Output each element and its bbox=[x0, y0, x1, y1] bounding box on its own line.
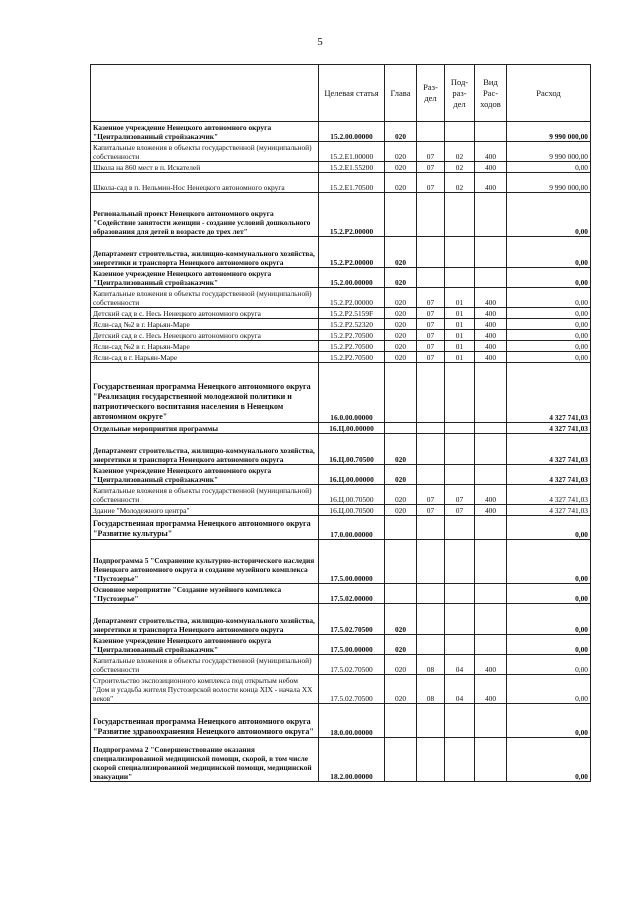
row-section bbox=[417, 584, 445, 604]
row-chapter bbox=[385, 516, 417, 540]
row-target-article: 16.Ц.00.00000 bbox=[319, 423, 385, 434]
row-expense-type: 400 bbox=[475, 505, 507, 516]
row-expense-type bbox=[475, 738, 507, 782]
row-target-article: 15.2.P2.5159F bbox=[319, 308, 385, 319]
row-name: Государственная программа Ненецкого автономного округа "Развитие культуры" bbox=[91, 516, 319, 540]
table-row bbox=[91, 268, 591, 288]
row-subsection bbox=[445, 268, 475, 288]
row-section bbox=[417, 193, 445, 237]
table-row bbox=[91, 738, 591, 782]
row-expense-type bbox=[475, 237, 507, 268]
row-chapter bbox=[385, 738, 417, 782]
row-amount: 9 990 000,00 bbox=[507, 142, 591, 162]
row-chapter bbox=[385, 704, 417, 738]
row-subsection bbox=[445, 193, 475, 237]
row-name: Региональный проект Ненецкого автономного округа "Содействие занятости женщин - создание условий дошкольного образования для детей в возрасте до трех лет" bbox=[91, 193, 319, 237]
row-expense-type: 400 bbox=[475, 173, 507, 193]
row-name: Государственная программа Ненецкого автономного округа "Развитие здравоохранения Ненецкого автономного округа" bbox=[91, 704, 319, 738]
row-amount: 9 990 000,00 bbox=[507, 122, 591, 142]
table-row bbox=[91, 237, 591, 268]
table-row bbox=[91, 352, 591, 363]
row-target-article: 16.Ц.00.70500 bbox=[319, 485, 385, 505]
table-row bbox=[91, 485, 591, 505]
row-section: 07 bbox=[417, 142, 445, 162]
row-section bbox=[417, 604, 445, 635]
row-chapter: 020 bbox=[385, 173, 417, 193]
row-chapter bbox=[385, 584, 417, 604]
row-expense-type bbox=[475, 434, 507, 465]
row-name: Подпрограмма 2 "Совершенствование оказания специализированной медицинской помощи, скорой, в том числе скорой специализированной медицинской помощи, медицинской эвакуации" bbox=[91, 738, 319, 782]
row-section bbox=[417, 268, 445, 288]
row-expense-type: 400 bbox=[475, 319, 507, 330]
row-subsection: 01 bbox=[445, 330, 475, 341]
row-target-article: 15.2.E1.70500 bbox=[319, 173, 385, 193]
row-chapter: 020 bbox=[385, 604, 417, 635]
row-name: Департамент строительства, жилищно-коммунального хозяйства, энергетики и транспорта Ненецкого автономного округа bbox=[91, 604, 319, 635]
row-amount: 0,00 bbox=[507, 675, 591, 704]
row-subsection: 01 bbox=[445, 308, 475, 319]
row-amount: 0,00 bbox=[507, 341, 591, 352]
row-expense-type bbox=[475, 122, 507, 142]
row-name: Казенное учреждение Ненецкого автономного округа "Централизованный стройзаказчик" bbox=[91, 465, 319, 485]
row-chapter: 020 bbox=[385, 675, 417, 704]
row-target-article: 15.2.P2.00000 bbox=[319, 193, 385, 237]
row-name: Школа на 860 мест в п. Искателей bbox=[91, 162, 319, 173]
table-row bbox=[91, 288, 591, 308]
table-row bbox=[91, 604, 591, 635]
table-row bbox=[91, 142, 591, 162]
table-row bbox=[91, 675, 591, 704]
row-expense-type: 400 bbox=[475, 675, 507, 704]
row-target-article: 18.2.00.00000 bbox=[319, 738, 385, 782]
row-name: Департамент строительства, жилищно-коммунального хозяйства, энергетики и транспорта Ненецкого автономного округа bbox=[91, 237, 319, 268]
header-expense-type: Вид Рас- ходов bbox=[475, 65, 507, 122]
row-chapter: 020 bbox=[385, 655, 417, 675]
row-section bbox=[417, 635, 445, 655]
row-section: 07 bbox=[417, 505, 445, 516]
row-section: 07 bbox=[417, 341, 445, 352]
row-expense-type bbox=[475, 516, 507, 540]
table-row bbox=[91, 655, 591, 675]
row-expense-type bbox=[475, 635, 507, 655]
row-amount: 0,00 bbox=[507, 655, 591, 675]
row-subsection bbox=[445, 516, 475, 540]
table-row bbox=[91, 308, 591, 319]
row-chapter: 020 bbox=[385, 288, 417, 308]
row-subsection bbox=[445, 604, 475, 635]
row-subsection bbox=[445, 423, 475, 434]
row-name: Детский сад в с. Несь Ненецкого автономного округа bbox=[91, 308, 319, 319]
row-amount: 0,00 bbox=[507, 162, 591, 173]
row-chapter bbox=[385, 193, 417, 237]
row-section bbox=[417, 434, 445, 465]
row-name: Капитальные вложения в объекты государственной (муниципальной) собственности bbox=[91, 142, 319, 162]
row-name: Здание "Молодежного центра" bbox=[91, 505, 319, 516]
row-section bbox=[417, 237, 445, 268]
row-section: 07 bbox=[417, 319, 445, 330]
row-amount: 4 327 741,03 bbox=[507, 423, 591, 434]
row-chapter: 020 bbox=[385, 434, 417, 465]
row-chapter: 020 bbox=[385, 635, 417, 655]
row-chapter bbox=[385, 363, 417, 423]
table-header-row bbox=[91, 65, 591, 122]
table-row bbox=[91, 173, 591, 193]
row-expense-type: 400 bbox=[475, 655, 507, 675]
row-amount: 0,00 bbox=[507, 635, 591, 655]
row-amount: 0,00 bbox=[507, 738, 591, 782]
row-target-article: 16.Ц.00.70500 bbox=[319, 505, 385, 516]
row-subsection bbox=[445, 704, 475, 738]
row-name: Строительство экспозиционного комплекса под открытым небом "Дом и усадьба жителя Пустозерской волости конца XIX - начала XX веков" bbox=[91, 675, 319, 704]
row-amount: 0,00 bbox=[507, 352, 591, 363]
header-name bbox=[91, 65, 319, 122]
row-target-article: 17.5.02.70500 bbox=[319, 655, 385, 675]
table-row bbox=[91, 635, 591, 655]
row-amount: 0,00 bbox=[507, 584, 591, 604]
row-chapter: 020 bbox=[385, 237, 417, 268]
row-amount: 0,00 bbox=[507, 237, 591, 268]
row-subsection: 02 bbox=[445, 142, 475, 162]
row-expense-type: 400 bbox=[475, 142, 507, 162]
row-target-article: 15.2.P2.70500 bbox=[319, 330, 385, 341]
row-amount: 0,00 bbox=[507, 268, 591, 288]
row-expense-type: 400 bbox=[475, 330, 507, 341]
row-amount: 4 327 741,03 bbox=[507, 434, 591, 465]
header-chapter: Глава bbox=[385, 65, 417, 122]
row-chapter: 020 bbox=[385, 341, 417, 352]
row-chapter: 020 bbox=[385, 485, 417, 505]
row-expense-type bbox=[475, 704, 507, 738]
row-target-article: 17.5.00.00000 bbox=[319, 540, 385, 584]
row-subsection bbox=[445, 584, 475, 604]
row-expense-type: 400 bbox=[475, 341, 507, 352]
row-amount: 0,00 bbox=[507, 704, 591, 738]
row-chapter: 020 bbox=[385, 142, 417, 162]
row-amount: 4 327 741,03 bbox=[507, 363, 591, 423]
row-subsection bbox=[445, 738, 475, 782]
row-expense-type bbox=[475, 584, 507, 604]
row-chapter: 020 bbox=[385, 352, 417, 363]
row-amount: 0,00 bbox=[507, 330, 591, 341]
row-section: 07 bbox=[417, 162, 445, 173]
row-subsection: 07 bbox=[445, 505, 475, 516]
row-target-article: 15.2.P2.00000 bbox=[319, 237, 385, 268]
row-amount: 0,00 bbox=[507, 604, 591, 635]
row-name: Ясли-сад №2 в г. Нарьян-Маре bbox=[91, 341, 319, 352]
row-target-article: 18.0.00.00000 bbox=[319, 704, 385, 738]
row-amount: 4 327 741,03 bbox=[507, 505, 591, 516]
row-chapter bbox=[385, 423, 417, 434]
table-row bbox=[91, 423, 591, 434]
row-target-article: 15.2.P2.70500 bbox=[319, 341, 385, 352]
page-number: 5 bbox=[317, 36, 323, 48]
row-section bbox=[417, 540, 445, 584]
row-name: Капитальные вложения в объекты государственной (муниципальной) собственности bbox=[91, 655, 319, 675]
row-target-article: 16.Ц.00.00000 bbox=[319, 465, 385, 485]
row-target-article: 15.2.E1.55200 bbox=[319, 162, 385, 173]
row-target-article: 17.5.02.70500 bbox=[319, 675, 385, 704]
row-target-article: 17.0.00.00000 bbox=[319, 516, 385, 540]
table-row bbox=[91, 162, 591, 173]
row-section: 08 bbox=[417, 675, 445, 704]
row-name: Департамент строительства, жилищно-коммунального хозяйства, энергетики и транспорта Ненецкого автономного округа bbox=[91, 434, 319, 465]
row-name: Основное мероприятие "Создание музейного комплекса "Пустозерье" bbox=[91, 584, 319, 604]
row-expense-type: 400 bbox=[475, 288, 507, 308]
row-name: Школа-сад в п. Нельмин-Нос Ненецкого автономного округа bbox=[91, 173, 319, 193]
table-row bbox=[91, 584, 591, 604]
row-name: Детский сад в с. Несь Ненецкого автономного округа bbox=[91, 330, 319, 341]
row-name: Казенное учреждение Ненецкого автономного округа "Централизованный стройзаказчик" bbox=[91, 635, 319, 655]
table-row bbox=[91, 540, 591, 584]
row-section: 08 bbox=[417, 655, 445, 675]
row-chapter bbox=[385, 540, 417, 584]
row-expense-type: 400 bbox=[475, 352, 507, 363]
row-name: Капитальные вложения в объекты государственной (муниципальной) собственности bbox=[91, 485, 319, 505]
row-expense-type bbox=[475, 540, 507, 584]
row-subsection: 04 bbox=[445, 675, 475, 704]
table-row bbox=[91, 516, 591, 540]
row-amount: 4 327 741,03 bbox=[507, 485, 591, 505]
row-amount: 0,00 bbox=[507, 516, 591, 540]
row-target-article: 15.2.00.00000 bbox=[319, 122, 385, 142]
row-expense-type bbox=[475, 363, 507, 423]
row-subsection: 07 bbox=[445, 485, 475, 505]
row-subsection bbox=[445, 635, 475, 655]
row-target-article: 17.5.02.70500 bbox=[319, 604, 385, 635]
row-subsection bbox=[445, 237, 475, 268]
header-expense: Расход bbox=[507, 65, 591, 122]
row-amount: 0,00 bbox=[507, 288, 591, 308]
header-section: Раз- дел bbox=[417, 65, 445, 122]
row-section: 07 bbox=[417, 485, 445, 505]
row-subsection: 02 bbox=[445, 173, 475, 193]
row-expense-type: 400 bbox=[475, 485, 507, 505]
header-target-article: Целевая статья bbox=[319, 65, 385, 122]
row-name: Капитальные вложения в объекты государственной (муниципальной) собственности bbox=[91, 288, 319, 308]
row-chapter: 020 bbox=[385, 319, 417, 330]
row-section bbox=[417, 704, 445, 738]
row-name: Ясли-сад в г. Нарьян-Маре bbox=[91, 352, 319, 363]
row-amount: 0,00 bbox=[507, 193, 591, 237]
table-row bbox=[91, 319, 591, 330]
row-section bbox=[417, 465, 445, 485]
row-name: Подпрограмма 5 "Сохранение культурно-исторического наследия Ненецкого автономного округа и создание музейного комплекса "Пустозерье" bbox=[91, 540, 319, 584]
row-subsection bbox=[445, 434, 475, 465]
table-row bbox=[91, 122, 591, 142]
budget-table bbox=[90, 64, 591, 782]
row-amount: 0,00 bbox=[507, 319, 591, 330]
row-expense-type bbox=[475, 423, 507, 434]
table-body bbox=[91, 122, 591, 782]
row-subsection: 01 bbox=[445, 352, 475, 363]
row-subsection bbox=[445, 363, 475, 423]
row-chapter: 020 bbox=[385, 122, 417, 142]
row-chapter: 020 bbox=[385, 308, 417, 319]
row-expense-type: 400 bbox=[475, 162, 507, 173]
table-row bbox=[91, 704, 591, 738]
row-chapter: 020 bbox=[385, 268, 417, 288]
row-target-article: 17.5.02.00000 bbox=[319, 584, 385, 604]
row-amount: 0,00 bbox=[507, 540, 591, 584]
row-section: 07 bbox=[417, 352, 445, 363]
row-target-article: 16.Ц.00.70500 bbox=[319, 434, 385, 465]
row-target-article: 15.2.P2.00000 bbox=[319, 288, 385, 308]
table-row bbox=[91, 330, 591, 341]
row-target-article: 16.0.00.00000 bbox=[319, 363, 385, 423]
row-target-article: 15.2.P2.52320 bbox=[319, 319, 385, 330]
header-subsection: Под- раз- дел bbox=[445, 65, 475, 122]
row-target-article: 15.2.00.00000 bbox=[319, 268, 385, 288]
row-name: Казенное учреждение Ненецкого автономного округа "Централизованный стройзаказчик" bbox=[91, 268, 319, 288]
row-section: 07 bbox=[417, 173, 445, 193]
table-row bbox=[91, 505, 591, 516]
table-row bbox=[91, 434, 591, 465]
row-expense-type bbox=[475, 465, 507, 485]
table-row bbox=[91, 193, 591, 237]
row-subsection: 01 bbox=[445, 288, 475, 308]
row-section: 07 bbox=[417, 288, 445, 308]
row-amount: 9 990 000,00 bbox=[507, 173, 591, 193]
table-row bbox=[91, 341, 591, 352]
row-expense-type bbox=[475, 268, 507, 288]
row-chapter: 020 bbox=[385, 162, 417, 173]
row-section bbox=[417, 516, 445, 540]
row-target-article: 15.2.E1.00000 bbox=[319, 142, 385, 162]
row-expense-type bbox=[475, 193, 507, 237]
row-subsection bbox=[445, 122, 475, 142]
row-chapter: 020 bbox=[385, 465, 417, 485]
table-row bbox=[91, 465, 591, 485]
row-name: Отдельные мероприятия программы bbox=[91, 423, 319, 434]
row-chapter: 020 bbox=[385, 505, 417, 516]
row-name: Государственная программа Ненецкого автономного округа "Реализация государственной молодежной политики и патриотического воспитания населения в Ненецком автономном округе" bbox=[91, 363, 319, 423]
row-section bbox=[417, 363, 445, 423]
row-subsection: 04 bbox=[445, 655, 475, 675]
row-subsection: 01 bbox=[445, 341, 475, 352]
row-target-article: 15.2.P2.70500 bbox=[319, 352, 385, 363]
row-section bbox=[417, 122, 445, 142]
row-expense-type bbox=[475, 604, 507, 635]
table-row bbox=[91, 363, 591, 423]
row-section bbox=[417, 423, 445, 434]
row-chapter: 020 bbox=[385, 330, 417, 341]
row-subsection: 02 bbox=[445, 162, 475, 173]
row-name: Казенное учреждение Ненецкого автономного округа "Централизованный стройзаказчик" bbox=[91, 122, 319, 142]
row-expense-type: 400 bbox=[475, 308, 507, 319]
row-amount: 0,00 bbox=[507, 308, 591, 319]
row-name: Ясли-сад №2 в г. Нарьян-Маре bbox=[91, 319, 319, 330]
row-section bbox=[417, 738, 445, 782]
row-target-article: 17.5.00.00000 bbox=[319, 635, 385, 655]
row-section: 07 bbox=[417, 330, 445, 341]
row-section: 07 bbox=[417, 308, 445, 319]
row-subsection: 01 bbox=[445, 319, 475, 330]
row-subsection bbox=[445, 540, 475, 584]
row-amount: 4 327 741,03 bbox=[507, 465, 591, 485]
row-subsection bbox=[445, 465, 475, 485]
